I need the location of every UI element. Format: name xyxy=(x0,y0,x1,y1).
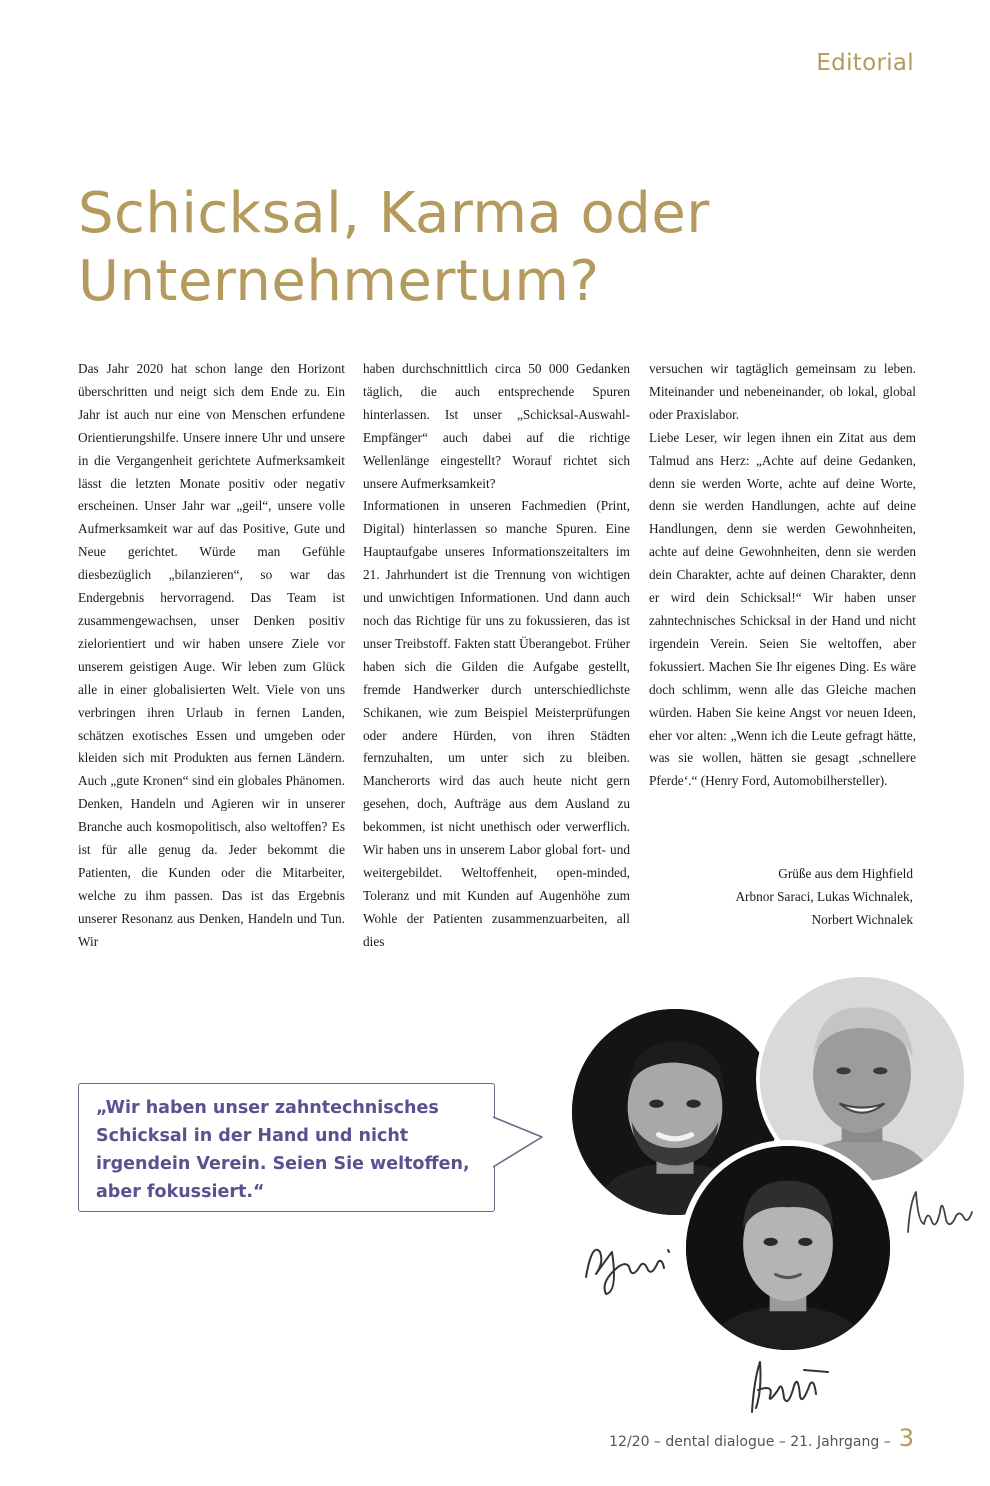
pull-quote-line: aber fokussiert.“ xyxy=(96,1182,265,1202)
paragraph: Das Jahr 2020 hat schon lange den Horizont überschritten und neigt sich dem Ende zu. Ein Jahr ist auch nur eine von Menschen erfundene Orientierungshilfe. Unsere innere Uhr und unsere in die Vergangenheit gerichtete Aufmerksamkeit lässt die letzten Monate positiv oder negativ erscheinen. Unser Jahr war „geil“, unsere volle Aufmerksamkeit war auf das Positive, Gute und Neue gerichtet. Würde man Gefühle diesbezüglich „bilanzieren“, so war das Endergebnis hervorragend. Das Team ist zusammengewachsen, unser Denken positiv zielorientiert und wir haben unsere Ziele vor unserem geistigen Auge. Wir leben zum Glück alle in einer globalisierten Welt. Viele von uns verbringen ihren Urlaub in fernen Landen, schätzen exotisches Essen und umgeben oder kleiden sich mit Produkten aus fernen Ländern. Auch „gute Kronen“ sind ein globales Phänomen. Denken, Handeln und Agieren wir in unserer Branche auch kosmopolitisch, also weltoffen? Es ist für alle genug da. Jeder bekommt die Patienten, die Kunden oder die Mitarbeiter, welche zu ihm passen. Das ist das Ergebnis unserer Resonanz aus Denken, Handeln und Tun. Wir xyxy=(78,361,345,949)
page-footer xyxy=(609,1424,914,1452)
signature-n-wichnalek-icon xyxy=(902,1172,974,1242)
speech-bubble-tail-icon xyxy=(490,1115,546,1175)
text-column-2 xyxy=(363,358,630,954)
title-line-2: Unternehmertum? xyxy=(78,249,600,314)
pull-quote-line: „Wir haben unser zahntechnisches xyxy=(96,1098,439,1118)
paragraph: versuchen wir tagtäglich gemeinsam zu leben. Miteinander und nebeneinander, ob lokal, global oder Praxislabor. xyxy=(649,361,916,422)
signature-l-wichnalek-icon xyxy=(744,1350,834,1420)
greeting-line: Norbert Wichnalek xyxy=(811,911,913,927)
title-line-1: Schicksal, Karma oder xyxy=(78,181,710,246)
greeting-line: Arbnor Saraci, Lukas Wichnalek, xyxy=(735,888,913,904)
paragraph: Liebe Leser, wir legen ihnen ein Zitat aus dem Talmud ans Herz: „Achte auf deine Gedanken, denn sie werden Worte, achte auf deine Worte, denn sie werden Handlungen, achte auf deine Handlungen, denn sie werden Gewohnheiten, achte auf deine Gewohnheiten, denn sie werden dein Charakter, achte auf deinen Charakter, denn er wird dein Schicksal!“ Wir haben unser zahntechnisches Schicksal in der Hand und nicht irgendein Verein. Seien Sie weltoffen, aber fokussiert. Machen Sie Ihr eigenes Ding. Es wäre doch schlimm, wenn alle das Gleiche machen würden. Haben Sie keine Angst vor neuen Ideen, eher vor alten: „Wenn ich die Leute gefragt hätte, was sie wollen, hätten sie gesagt ‚schnellere Pferde‘.“ (Henry Ford, Automobilhersteller). xyxy=(649,429,916,789)
page-number: 3 xyxy=(898,1424,914,1452)
signature-saraci-icon xyxy=(578,1222,678,1302)
closing-greeting xyxy=(649,863,913,932)
pull-quote-line: irgendein Verein. Seien Sie weltoffen, xyxy=(96,1154,470,1174)
portrait-image xyxy=(686,1146,890,1350)
paragraph: haben durchschnittlich circa 50 000 Gedanken täglich, die auch entsprechende Spuren hinterlassen. Ist unser „Schicksal-Auswahl-Empfänger“ auch dabei auf die richtige Wellenlänge eingestellt? Worauf richtet sich unsere Aufmerksamkeit? xyxy=(363,361,630,491)
greeting-line: Grüße aus dem Highfield xyxy=(778,866,913,881)
text-column-3 xyxy=(649,358,916,793)
pull-quote xyxy=(78,1083,495,1212)
section-label: Editorial xyxy=(816,50,914,76)
text-column-1 xyxy=(78,358,345,954)
portrait-lukas-wichnalek xyxy=(680,1140,896,1356)
page-title xyxy=(78,180,928,316)
issue-info: 12/20 – dental dialogue – 21. Jahrgang – xyxy=(609,1434,891,1450)
pull-quote-line: Schicksal in der Hand und nicht xyxy=(96,1126,409,1146)
paragraph: Informationen in unseren Fachmedien (Print, Digital) hinterlassen so manche Spuren. Eine Hauptaufgabe unseres Informationszeitalters im 21. Jahrhundert ist die Trennung von wichtigen und unwichtigen Informationen. Und dann auch noch das Richtige für uns zu fokussieren, das ist unser Treibstoff. Fakten statt Überangebot. Früher haben sich die Gilden die Aufgabe gestellt, fremde Handwerker durch unterschiedlichste Schikanen, wie zum Beispiel Meisterprüfungen oder andere Hürden, von ihren Städten fernzuhalten, um unter sich zu bleiben. Mancherorts wird das auch heute nicht gern gesehen, doch, Aufträge aus dem Ausland zu bekommen, ist nicht unethisch oder verwerflich. Wir haben uns in unserem Labor global fort- und weitergebildet. Weltoffenheit, open-minded, Toleranz und mit Kunden auf Augenhöhe zum Wohle der Patienten zusammenzuarbeiten, all dies xyxy=(363,498,630,949)
